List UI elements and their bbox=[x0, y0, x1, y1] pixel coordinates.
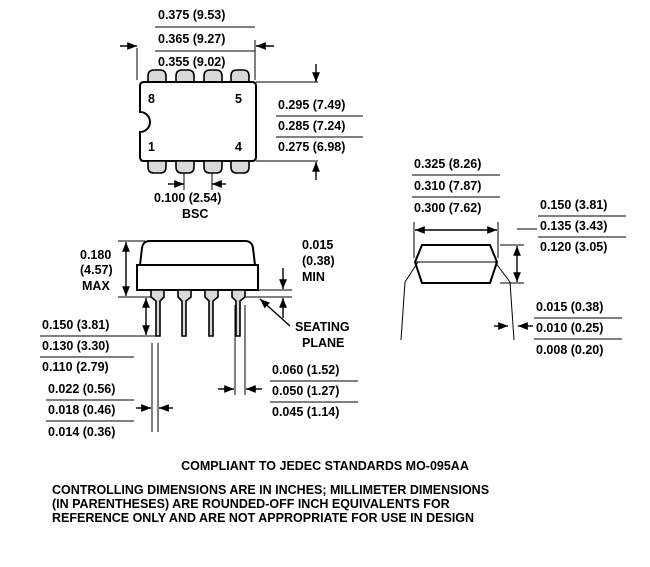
lead-width-max: 0.022 (0.56) bbox=[48, 382, 116, 396]
row-spacing-nom: 0.310 (7.87) bbox=[414, 179, 482, 193]
row-spacing-min: 0.300 (7.62) bbox=[414, 201, 482, 215]
lead-width-nom: 0.018 (0.46) bbox=[48, 403, 116, 417]
end-view-body bbox=[415, 245, 497, 283]
top-length-max: 0.375 (9.53) bbox=[158, 8, 226, 22]
lead-thickness-nom: 0.010 (0.25) bbox=[536, 321, 604, 335]
top-pins-upper bbox=[148, 70, 249, 82]
body-height-max: 0.150 (3.81) bbox=[540, 198, 608, 212]
top-width-nom: 0.285 (7.24) bbox=[278, 119, 346, 133]
compliance-note: COMPLIANT TO JEDEC STANDARDS MO-095AA bbox=[181, 459, 469, 473]
height-max-mm: (4.57) bbox=[80, 263, 113, 277]
shoulder-width-nom: 0.050 (1.27) bbox=[272, 384, 340, 398]
side-view bbox=[40, 238, 358, 439]
standoff-label: MIN bbox=[302, 270, 325, 284]
top-length-min: 0.355 (9.02) bbox=[158, 55, 226, 69]
controlling-note-line: REFERENCE ONLY AND ARE NOT APPROPRIATE FOR USE IN DESIGN bbox=[52, 511, 475, 525]
lead-thickness-max: 0.015 (0.38) bbox=[536, 300, 604, 314]
lead-length-nom: 0.130 (3.30) bbox=[42, 339, 110, 353]
pin-label-5: 5 bbox=[235, 92, 242, 106]
top-width-min: 0.275 (6.98) bbox=[278, 140, 346, 154]
pin-label-8: 8 bbox=[148, 92, 155, 106]
lead-thickness-min: 0.008 (0.20) bbox=[536, 343, 604, 357]
row-spacing-max: 0.325 (8.26) bbox=[414, 157, 482, 171]
height-max-label: MAX bbox=[82, 279, 110, 293]
standoff-mm: (0.38) bbox=[302, 254, 335, 268]
pin-pitch-bsc: BSC bbox=[182, 207, 209, 221]
standoff-value: 0.015 bbox=[302, 238, 334, 252]
controlling-dimensions-note bbox=[52, 483, 612, 525]
seating-plane-line1: SEATING bbox=[295, 320, 350, 334]
lead-length-max: 0.150 (3.81) bbox=[42, 318, 110, 332]
side-view-body bbox=[140, 241, 255, 265]
end-view bbox=[401, 157, 626, 357]
lead-width-min: 0.014 (0.36) bbox=[48, 425, 116, 439]
top-length-nom: 0.365 (9.27) bbox=[158, 32, 226, 46]
shoulder-width-min: 0.045 (1.14) bbox=[272, 405, 340, 419]
top-view bbox=[120, 8, 363, 221]
seating-plane-line2: PLANE bbox=[302, 336, 345, 350]
side-leads bbox=[151, 290, 245, 336]
controlling-note-line: CONTROLLING DIMENSIONS ARE IN INCHES; MILLIMETER DIMENSIONS bbox=[52, 483, 490, 497]
pin-pitch-value: 0.100 (2.54) bbox=[154, 191, 222, 205]
top-width-max: 0.295 (7.49) bbox=[278, 98, 346, 112]
body-height-nom: 0.135 (3.43) bbox=[540, 219, 608, 233]
body-height-min: 0.120 (3.05) bbox=[540, 240, 608, 254]
height-max-value: 0.180 bbox=[80, 248, 112, 262]
pin-label-1: 1 bbox=[148, 140, 155, 154]
controlling-note-line: (IN PARENTHESES) ARE ROUNDED-OFF INCH EQUIVALENTS FOR bbox=[52, 497, 450, 511]
top-pins-lower bbox=[148, 161, 249, 173]
shoulder-width-max: 0.060 (1.52) bbox=[272, 363, 340, 377]
pin-label-4: 4 bbox=[235, 140, 242, 154]
lead-length-min: 0.110 (2.79) bbox=[42, 360, 109, 374]
